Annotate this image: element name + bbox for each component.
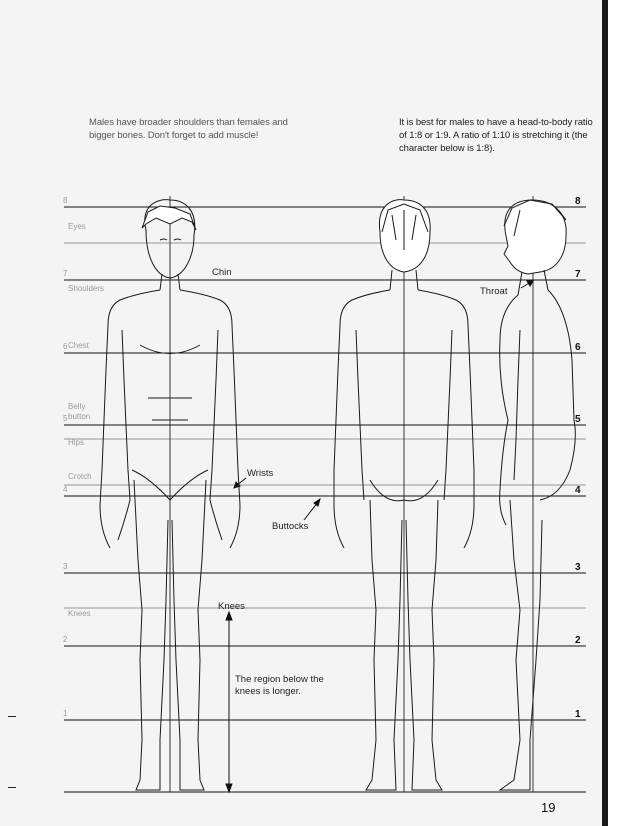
right-number-5: 5 — [575, 414, 581, 425]
right-number-8: 8 — [575, 196, 581, 207]
page-number: 19 — [541, 800, 556, 815]
label-crotch: Crotch — [68, 472, 92, 481]
left-number-1: 1 — [63, 709, 68, 718]
right-number-3: 3 — [575, 562, 581, 573]
left-number-7: 7 — [63, 269, 68, 278]
left-number-4: 4 — [63, 485, 68, 494]
left-number-5: 5 — [63, 414, 68, 423]
left-number-3: 3 — [63, 562, 68, 571]
right-number-4: 4 — [575, 485, 581, 496]
annotation-wrists: Wrists — [247, 468, 274, 479]
right-number-1: 1 — [575, 709, 581, 720]
caption-right: It is best for males to have a head-to-body ratio of 1:8 or 1:9. A ratio of 1:10 is stretching it (the character below is 1:8). — [399, 117, 593, 154]
annotation-knees-note: The region below the knees is longer. — [235, 674, 324, 697]
label-shoulders: Shoulders — [68, 284, 105, 293]
right-number-7: 7 — [575, 269, 581, 280]
side-figure — [500, 200, 576, 790]
label-hips: Hips — [68, 438, 85, 447]
annotation-chin: Chin — [212, 267, 232, 278]
annotation-throat: Throat — [480, 286, 508, 297]
caption-left: Males have broader shoulders than females and bigger bones. Don't forget to add muscle! — [89, 117, 288, 141]
label-knees: Knees — [68, 609, 91, 618]
label-belly-button: Belly button — [68, 402, 91, 421]
left-number-2: 2 — [63, 635, 68, 644]
left-number-8: 8 — [63, 196, 68, 205]
label-eyes: Eyes — [68, 222, 86, 231]
annotation-buttocks: Buttocks — [272, 521, 309, 532]
right-number-2: 2 — [575, 635, 581, 646]
right-number-6: 6 — [575, 342, 581, 353]
left-number-6: 6 — [63, 342, 68, 351]
label-chest: Chest — [68, 341, 89, 350]
annotation-knees: Knees — [218, 601, 245, 612]
